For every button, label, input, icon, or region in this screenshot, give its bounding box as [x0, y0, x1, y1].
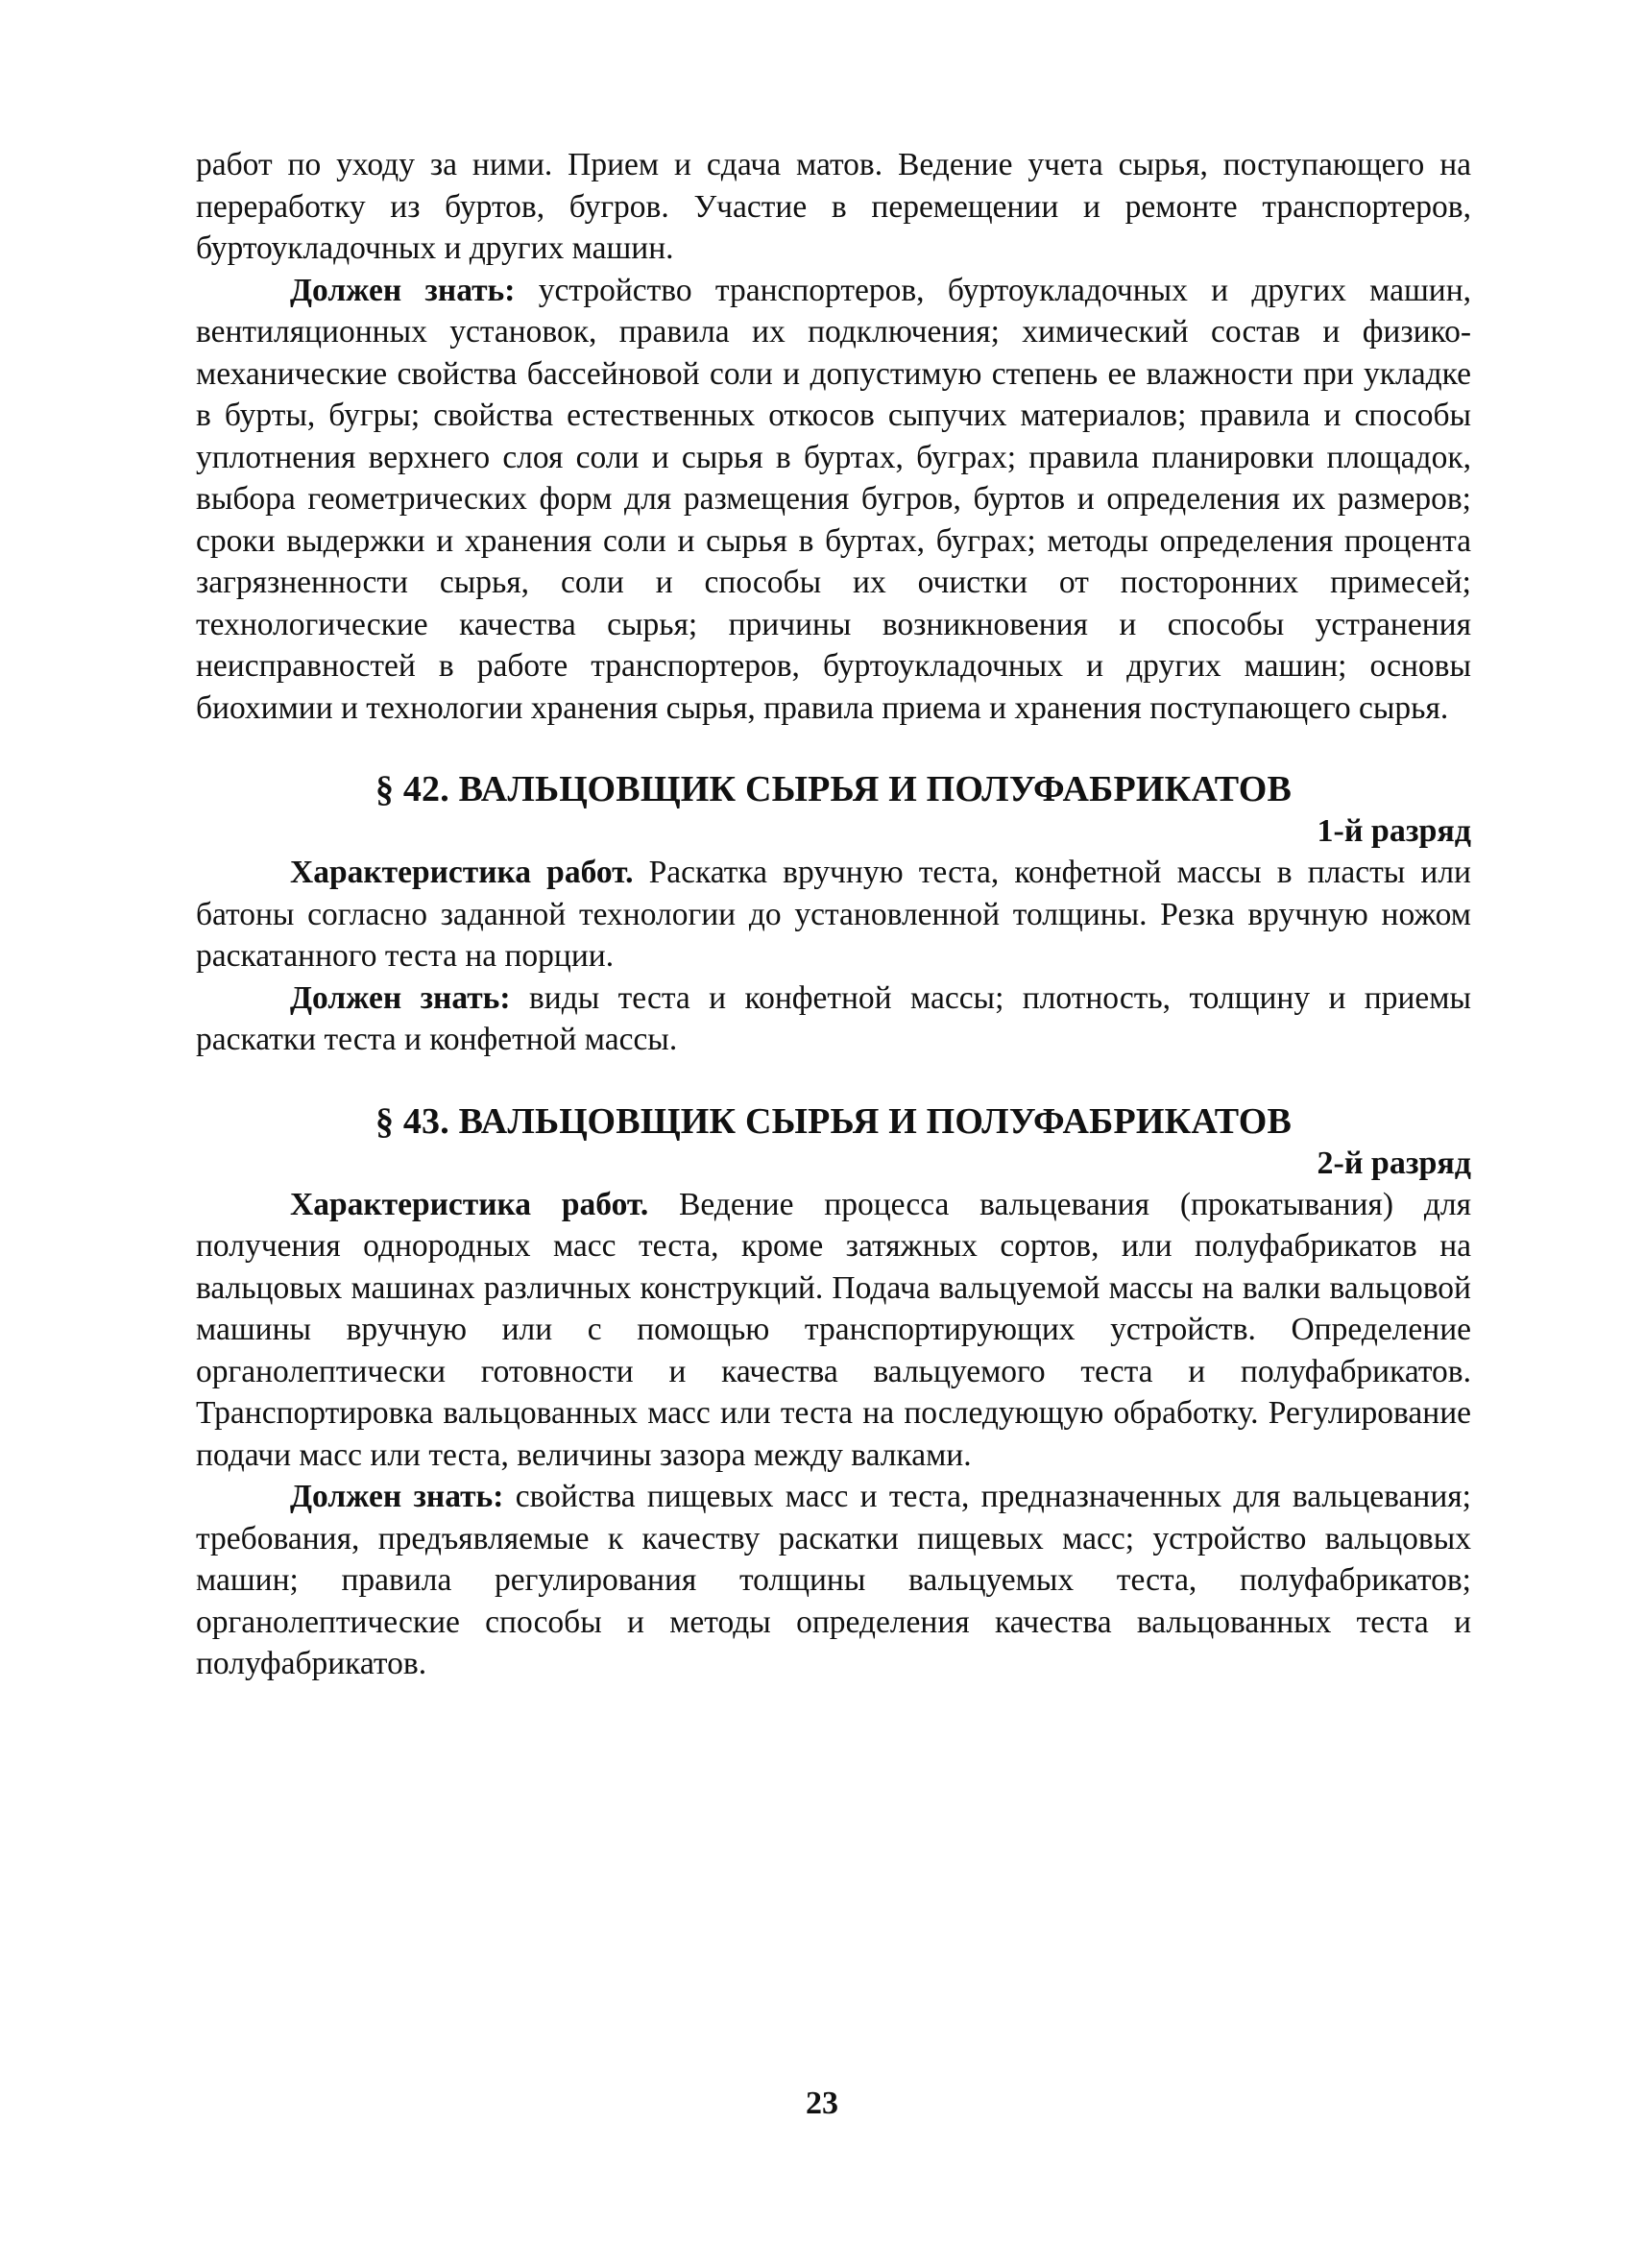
- must-know-text: виды теста и конфетной массы; плотность, толщину и приемы раскатки теста и конфетной массы.: [196, 979, 1471, 1057]
- must-know-text: устройство транспортеров, буртоукладочных и других машин, вентиляционных установок, правила их подключения; химический состав и физико-механические свойства бассейновой соли и допустимую степень ее влажности при укладке в бурты, бугры; свойства естественных откосов сыпучих материалов; правила и способы уплотнения верхнего слоя соли и сырья в буртах, буграх; правила планировки площадок, выбора геометрических форм для размещения бугров, буртов и определения их размеров; сроки выдержки и хранения соли и сырья в буртах, буграх; методы определения процента загрязненности сырья, соли и способы их очистки от посторонних примесей; технологические качества сырья; причины возникновения и способы устранения неисправностей в работе транспортеров, буртоукладочных и других машин; основы биохимии и технологии хранения сырья, правила приема и хранения поступающего сырья.: [196, 272, 1471, 726]
- characteristic-text: Раскатка вручную теста, конфетной массы в пласты или батоны согласно заданной технологии до установленной толщины. Резка вручную ножом раскатанного теста на порции.: [196, 855, 1471, 974]
- section-43: [196, 1099, 1471, 1685]
- grade-label: 2-й разряд: [1317, 1145, 1471, 1181]
- must-know-text: свойства пищевых масс и теста, предназначенных для вальцевания; требования, предъявляемые к качеству раскатки пищевых масс; устройство вальцовых машин; правила регулирования толщины вальцуемых теста, полуфабрикатов; органолептические способы и методы определения качества вальцованных теста и полуфабрикатов.: [196, 1479, 1471, 1681]
- document-page: [196, 144, 1471, 1685]
- intro-must-know-paragraph: [196, 270, 1471, 730]
- must-know-paragraph: [196, 977, 1471, 1061]
- must-know-label: Должен знать:: [290, 979, 511, 1016]
- section-heading: § 42. ВАЛЬЦОВЩИК СЫРЬЯ И ПОЛУФАБРИКАТОВ: [375, 769, 1293, 809]
- section-spacer: [196, 729, 1471, 767]
- must-know-label: Должен знать:: [290, 1479, 504, 1514]
- page-number: 23: [806, 2086, 838, 2121]
- characteristic-label: Характеристика работ.: [290, 855, 634, 890]
- section-spacer: [196, 1061, 1471, 1099]
- characteristic-text: Ведение процесса вальцевания (прокатывания) для получения однородных масс теста, кроме затяжных сортов, или полуфабрикатов на вальцовых машинах различных конструкций. Подача вальцуемой массы на валки вальцовой машины вручную или с помощью транспортирующих устройств. Определение органолептически готовности и качества вальцуемого теста и полуфабрикатов. Транспортировка вальцованных масс или теста на последующую обработку. Регулирование подачи масс или теста, величины зазора между валками.: [196, 1186, 1471, 1473]
- characteristic-paragraph: [196, 1184, 1471, 1477]
- characteristic-label: Характеристика работ.: [290, 1186, 649, 1222]
- must-know-paragraph: [196, 1476, 1471, 1685]
- intro-continuation-paragraph: работ по уходу за ними. Прием и сдача матов. Ведение учета сырья, поступающего на переработку из буртов, бугров. Участие в перемещении и ремонте транспортеров, буртоукладочных и других машин.: [196, 147, 1471, 266]
- section-42: [196, 767, 1471, 1061]
- characteristic-paragraph: [196, 852, 1471, 977]
- grade-label: 1-й разряд: [1317, 813, 1471, 849]
- must-know-label: Должен знать:: [290, 272, 516, 308]
- section-heading: § 43. ВАЛЬЦОВЩИК СЫРЬЯ И ПОЛУФАБРИКАТОВ: [375, 1100, 1293, 1142]
